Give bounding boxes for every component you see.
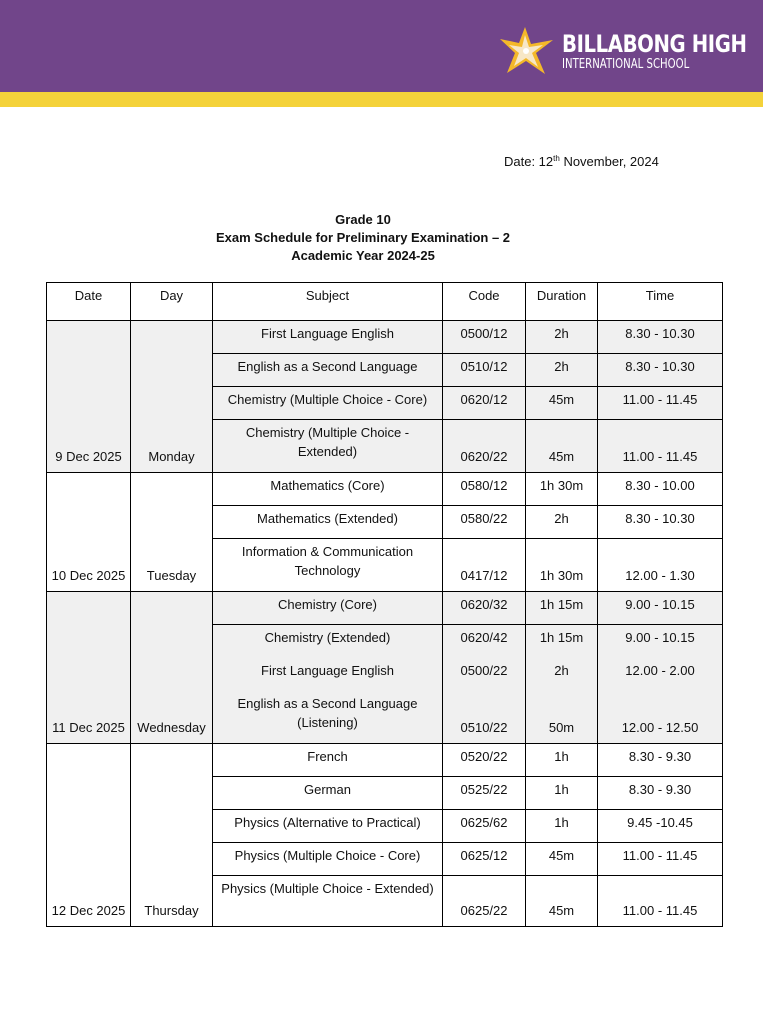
cell-subject: Chemistry (Multiple Choice - Extended) (213, 420, 443, 473)
cell-code: 0580/12 (443, 473, 526, 506)
year-title: Academic Year 2024-25 (291, 248, 435, 263)
cell-time: 8.30 - 10.00 (598, 473, 723, 506)
cell-code: 0625/12 (443, 843, 526, 876)
date-suffix: th (553, 154, 560, 163)
cell-code: 0510/22 (443, 691, 526, 744)
cell-subject: Information & Communication Technology (213, 539, 443, 592)
cell-day: Wednesday (131, 592, 213, 744)
cell-duration: 50m (526, 691, 598, 744)
cell-day: Monday (131, 321, 213, 473)
table-row (47, 744, 723, 777)
cell-time: 12.00 - 1.30 (598, 539, 723, 592)
cell-time: 12.00 - 2.00 (598, 658, 723, 691)
cell-code: 0625/62 (443, 810, 526, 843)
cell-duration: 45m (526, 843, 598, 876)
cell-day: Tuesday (131, 473, 213, 592)
cell-date: 9 Dec 2025 (47, 321, 131, 473)
cell-duration: 1h 15m (526, 592, 598, 625)
cell-code: 0520/22 (443, 744, 526, 777)
header-stripe (0, 92, 763, 107)
exam-schedule-table (46, 282, 723, 927)
cell-code: 0620/42 (443, 625, 526, 658)
grade-title: Grade 10 (335, 212, 391, 227)
cell-duration: 1h (526, 744, 598, 777)
cell-code: 0625/22 (443, 876, 526, 927)
school-subtitle: INTERNATIONAL SCHOOL (562, 56, 690, 72)
cell-duration: 1h 30m (526, 539, 598, 592)
cell-day: Thursday (131, 744, 213, 927)
cell-code: 0580/22 (443, 506, 526, 539)
cell-code: 0500/12 (443, 321, 526, 354)
cell-date: 12 Dec 2025 (47, 744, 131, 927)
cell-date: 11 Dec 2025 (47, 592, 131, 744)
header-day: Day (131, 283, 213, 321)
cell-duration: 45m (526, 420, 598, 473)
cell-duration: 45m (526, 876, 598, 927)
cell-duration: 1h 30m (526, 473, 598, 506)
cell-subject: Physics (Multiple Choice - Core) (213, 843, 443, 876)
cell-date: 10 Dec 2025 (47, 473, 131, 592)
cell-subject: First Language English (213, 658, 443, 691)
cell-subject: French (213, 744, 443, 777)
cell-duration: 2h (526, 354, 598, 387)
cell-code: 0620/22 (443, 420, 526, 473)
cell-code: 0620/32 (443, 592, 526, 625)
header-subject: Subject (213, 283, 443, 321)
school-name: BILLABONG HIGH (562, 29, 747, 58)
document-titles (0, 211, 726, 265)
cell-subject: Chemistry (Core) (213, 592, 443, 625)
exam-title: Exam Schedule for Preliminary Examination – 2 (215, 230, 511, 245)
header-date: Date (47, 283, 131, 321)
cell-code: 0510/12 (443, 354, 526, 387)
cell-code: 0500/22 (443, 658, 526, 691)
cell-time: 8.30 - 10.30 (598, 354, 723, 387)
table-header-row (47, 283, 723, 321)
cell-subject: Chemistry (Multiple Choice - Core) (213, 387, 443, 420)
header-code: Code (443, 283, 526, 321)
cell-time: 11.00 - 11.45 (598, 387, 723, 420)
cell-subject: Physics (Alternative to Practical) (213, 810, 443, 843)
cell-subject: English as a Second Language (Listening) (213, 691, 443, 744)
cell-subject: German (213, 777, 443, 810)
cell-duration: 1h 15m (526, 625, 598, 658)
cell-time: 8.30 - 10.30 (598, 506, 723, 539)
cell-time: 9.00 - 10.15 (598, 592, 723, 625)
cell-subject: Mathematics (Core) (213, 473, 443, 506)
cell-time: 8.30 - 10.30 (598, 321, 723, 354)
table-row (47, 473, 723, 506)
date-prefix: Date: 12 (504, 154, 554, 169)
cell-duration: 2h (526, 506, 598, 539)
cell-time: 12.00 - 12.50 (598, 691, 723, 744)
cell-time: 11.00 - 11.45 (598, 420, 723, 473)
cell-code: 0525/22 (443, 777, 526, 810)
header-duration: Duration (526, 283, 598, 321)
document-date (504, 154, 659, 169)
cell-subject: English as a Second Language (213, 354, 443, 387)
cell-time: 8.30 - 9.30 (598, 777, 723, 810)
cell-duration: 45m (526, 387, 598, 420)
cell-code: 0417/12 (443, 539, 526, 592)
date-rest: November, 2024 (559, 154, 659, 169)
cell-subject: First Language English (213, 321, 443, 354)
cell-time: 11.00 - 11.45 (598, 843, 723, 876)
cell-duration: 2h (526, 658, 598, 691)
header-time: Time (598, 283, 723, 321)
cell-duration: 1h (526, 810, 598, 843)
school-logo (498, 24, 768, 78)
cell-time: 9.45 -10.45 (598, 810, 723, 843)
star-logo-icon (498, 24, 556, 78)
cell-subject: Chemistry (Extended) (213, 625, 443, 658)
table-row (47, 592, 723, 625)
cell-time: 9.00 - 10.15 (598, 625, 723, 658)
cell-time: 11.00 - 11.45 (598, 876, 723, 927)
cell-duration: 2h (526, 321, 598, 354)
cell-subject: Mathematics (Extended) (213, 506, 443, 539)
cell-time: 8.30 - 9.30 (598, 744, 723, 777)
table-row (47, 321, 723, 354)
cell-code: 0620/12 (443, 387, 526, 420)
cell-duration: 1h (526, 777, 598, 810)
cell-subject: Physics (Multiple Choice - Extended) (213, 876, 443, 927)
